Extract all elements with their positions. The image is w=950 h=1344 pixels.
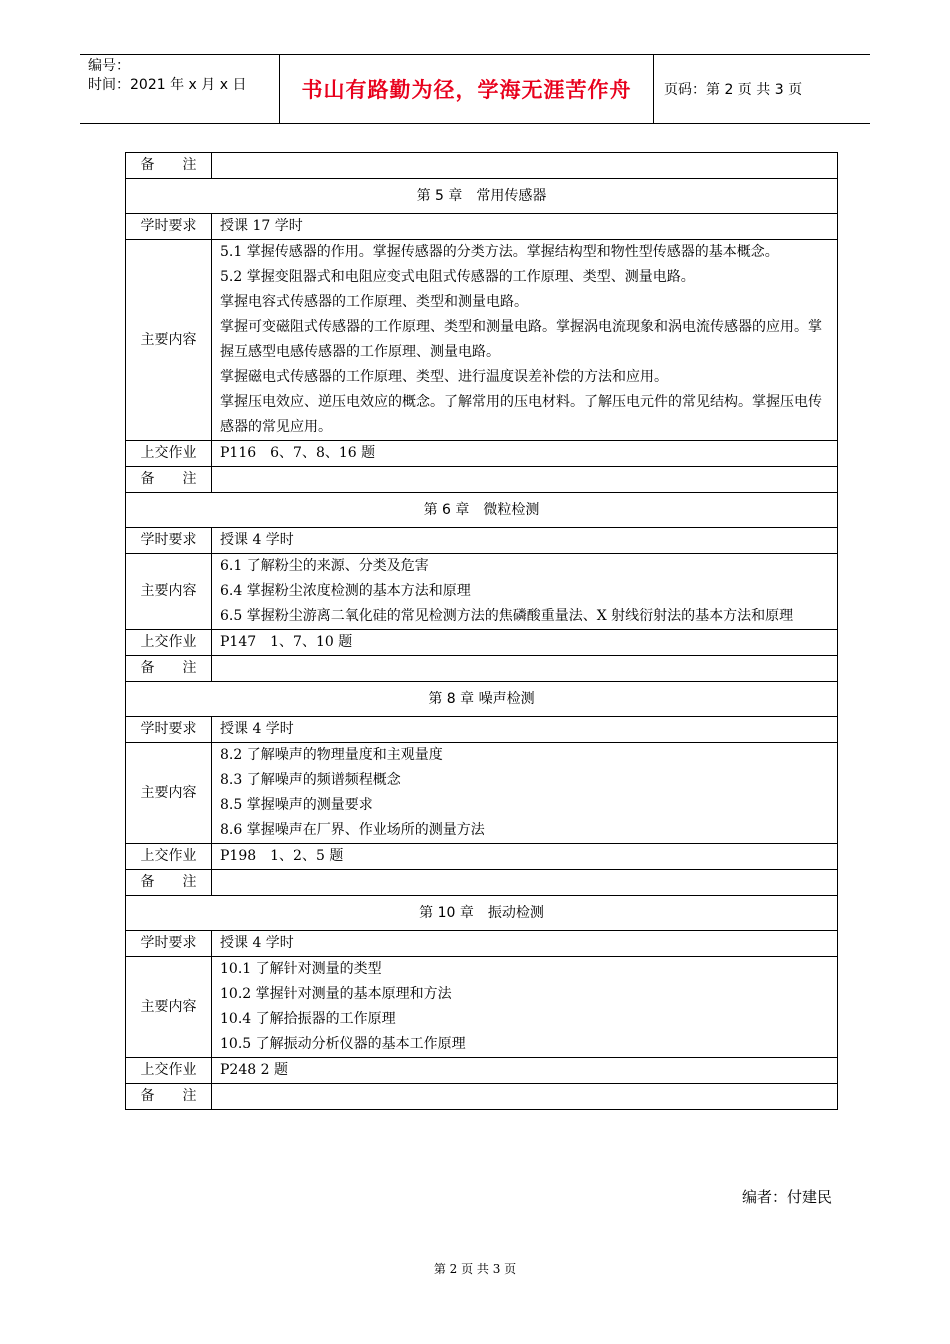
- hours-row: [126, 528, 838, 554]
- motto: 书山有路勤为径，学海无涯苦作舟: [280, 55, 654, 123]
- remark-label: 备注: [126, 656, 212, 682]
- syllabus-table: [125, 152, 838, 1110]
- homework-row: [126, 630, 838, 656]
- content-line: 6.5 掌握粉尘游离二氧化硅的常见检测方法的焦磷酸重量法、X 射线衍射法的基本方法和原理: [220, 608, 794, 624]
- remark-value: [212, 656, 838, 682]
- homework-label: 上交作业: [126, 844, 212, 870]
- remark-row: [126, 870, 838, 896]
- remark-label: 备注: [126, 467, 212, 493]
- homework-value: P147 1、7、10 题: [212, 630, 838, 656]
- content-line: 10.5 了解振动分析仪器的基本工作原理: [220, 1036, 466, 1052]
- content-label: 主要内容: [126, 240, 212, 441]
- hours-label: 学时要求: [126, 717, 212, 743]
- remark-row: [126, 153, 838, 179]
- content-line: 10.4 了解拾振器的工作原理: [220, 1011, 396, 1027]
- content-value: [212, 957, 838, 1058]
- hours-value: 授课 17 学时: [212, 214, 838, 240]
- remark-row: [126, 1084, 838, 1110]
- homework-row: [126, 1058, 838, 1084]
- content-line: 掌握压电效应、逆压电效应的概念。了解常用的压电材料。了解压电元件的常见结构。掌握压电传感器的常见应用。: [220, 394, 822, 435]
- remark-label: 备注: [126, 870, 212, 896]
- chapter-title: 第 8 章 噪声检测: [126, 682, 838, 717]
- content-line: 掌握电容式传感器的工作原理、类型和测量电路。: [220, 294, 528, 310]
- chapter-row: [126, 493, 838, 528]
- remark-value: [212, 1084, 838, 1110]
- hours-label: 学时要求: [126, 214, 212, 240]
- chapter-title: 第 5 章 常用传感器: [126, 179, 838, 214]
- remark-label: 备注: [126, 1084, 212, 1110]
- number-label: 编号：: [88, 58, 130, 74]
- content-row: [126, 743, 838, 844]
- homework-label: 上交作业: [126, 441, 212, 467]
- hours-label: 学时要求: [126, 528, 212, 554]
- homework-value: P248 2 题: [212, 1058, 838, 1084]
- content-row: [126, 554, 838, 630]
- remark-row: [126, 467, 838, 493]
- hours-row: [126, 931, 838, 957]
- content-value: [212, 240, 838, 441]
- homework-row: [126, 844, 838, 870]
- chapter-row: [126, 682, 838, 717]
- content-line: 5.1 掌握传感器的作用。掌握传感器的分类方法。掌握结构型和物性型传感器的基本概念。: [220, 244, 779, 260]
- content-line: 掌握可变磁阻式传感器的工作原理、类型和测量电路。掌握涡电流现象和涡电流传感器的应用。掌握互感型电感传感器的工作原理、测量电路。: [220, 319, 822, 360]
- remark-row: [126, 656, 838, 682]
- content-line: 8.3 了解噪声的频谱频程概念: [220, 772, 401, 788]
- remark-value: [212, 467, 838, 493]
- homework-row: [126, 441, 838, 467]
- page-header: [80, 54, 870, 124]
- content-line: 6.1 了解粉尘的来源、分类及危害: [220, 558, 429, 574]
- content-line: 10.2 掌握针对测量的基本原理和方法: [220, 986, 452, 1002]
- remark-value: [212, 870, 838, 896]
- content-label: 主要内容: [126, 554, 212, 630]
- homework-value: P116 6、7、8、16 题: [212, 441, 838, 467]
- time-label: 时间：2021 年 x 月 x 日: [88, 77, 247, 93]
- content-row: [126, 240, 838, 441]
- content-line: 10.1 了解针对测量的类型: [220, 961, 382, 977]
- content-line: 掌握磁电式传感器的工作原理、类型、进行温度误差补偿的方法和应用。: [220, 369, 668, 385]
- hours-value: 授课 4 学时: [212, 931, 838, 957]
- content-line: 8.6 掌握噪声在厂界、作业场所的测量方法: [220, 822, 485, 838]
- homework-value: P198 1、2、5 题: [212, 844, 838, 870]
- content-line: 8.2 了解噪声的物理量度和主观量度: [220, 747, 443, 763]
- homework-label: 上交作业: [126, 1058, 212, 1084]
- remark-label: 备注: [126, 153, 212, 179]
- hours-row: [126, 214, 838, 240]
- hours-value: 授课 4 学时: [212, 528, 838, 554]
- content-label: 主要内容: [126, 743, 212, 844]
- content-label: 主要内容: [126, 957, 212, 1058]
- chapter-title: 第 10 章 振动检测: [126, 896, 838, 931]
- content-value: [212, 743, 838, 844]
- content-row: [126, 957, 838, 1058]
- hours-row: [126, 717, 838, 743]
- content-value: [212, 554, 838, 630]
- hours-label: 学时要求: [126, 931, 212, 957]
- chapter-title: 第 6 章 微粒检测: [126, 493, 838, 528]
- content-line: 5.2 掌握变阻器式和电阻应变式电阻式传感器的工作原理、类型、测量电路。: [220, 269, 695, 285]
- chapter-row: [126, 179, 838, 214]
- author: 编者：付建民: [741, 1188, 832, 1206]
- hours-value: 授课 4 学时: [212, 717, 838, 743]
- remark-value: [212, 153, 838, 179]
- homework-label: 上交作业: [126, 630, 212, 656]
- chapter-row: [126, 896, 838, 931]
- content-line: 8.5 掌握噪声的测量要求: [220, 797, 373, 813]
- content-line: 6.4 掌握粉尘浓度检测的基本方法和原理: [220, 583, 471, 599]
- page-footer: 第 2 页 共 3 页: [433, 1262, 517, 1276]
- page-info: 页码：第 2 页 共 3 页: [664, 82, 803, 98]
- header-meta: [80, 55, 280, 123]
